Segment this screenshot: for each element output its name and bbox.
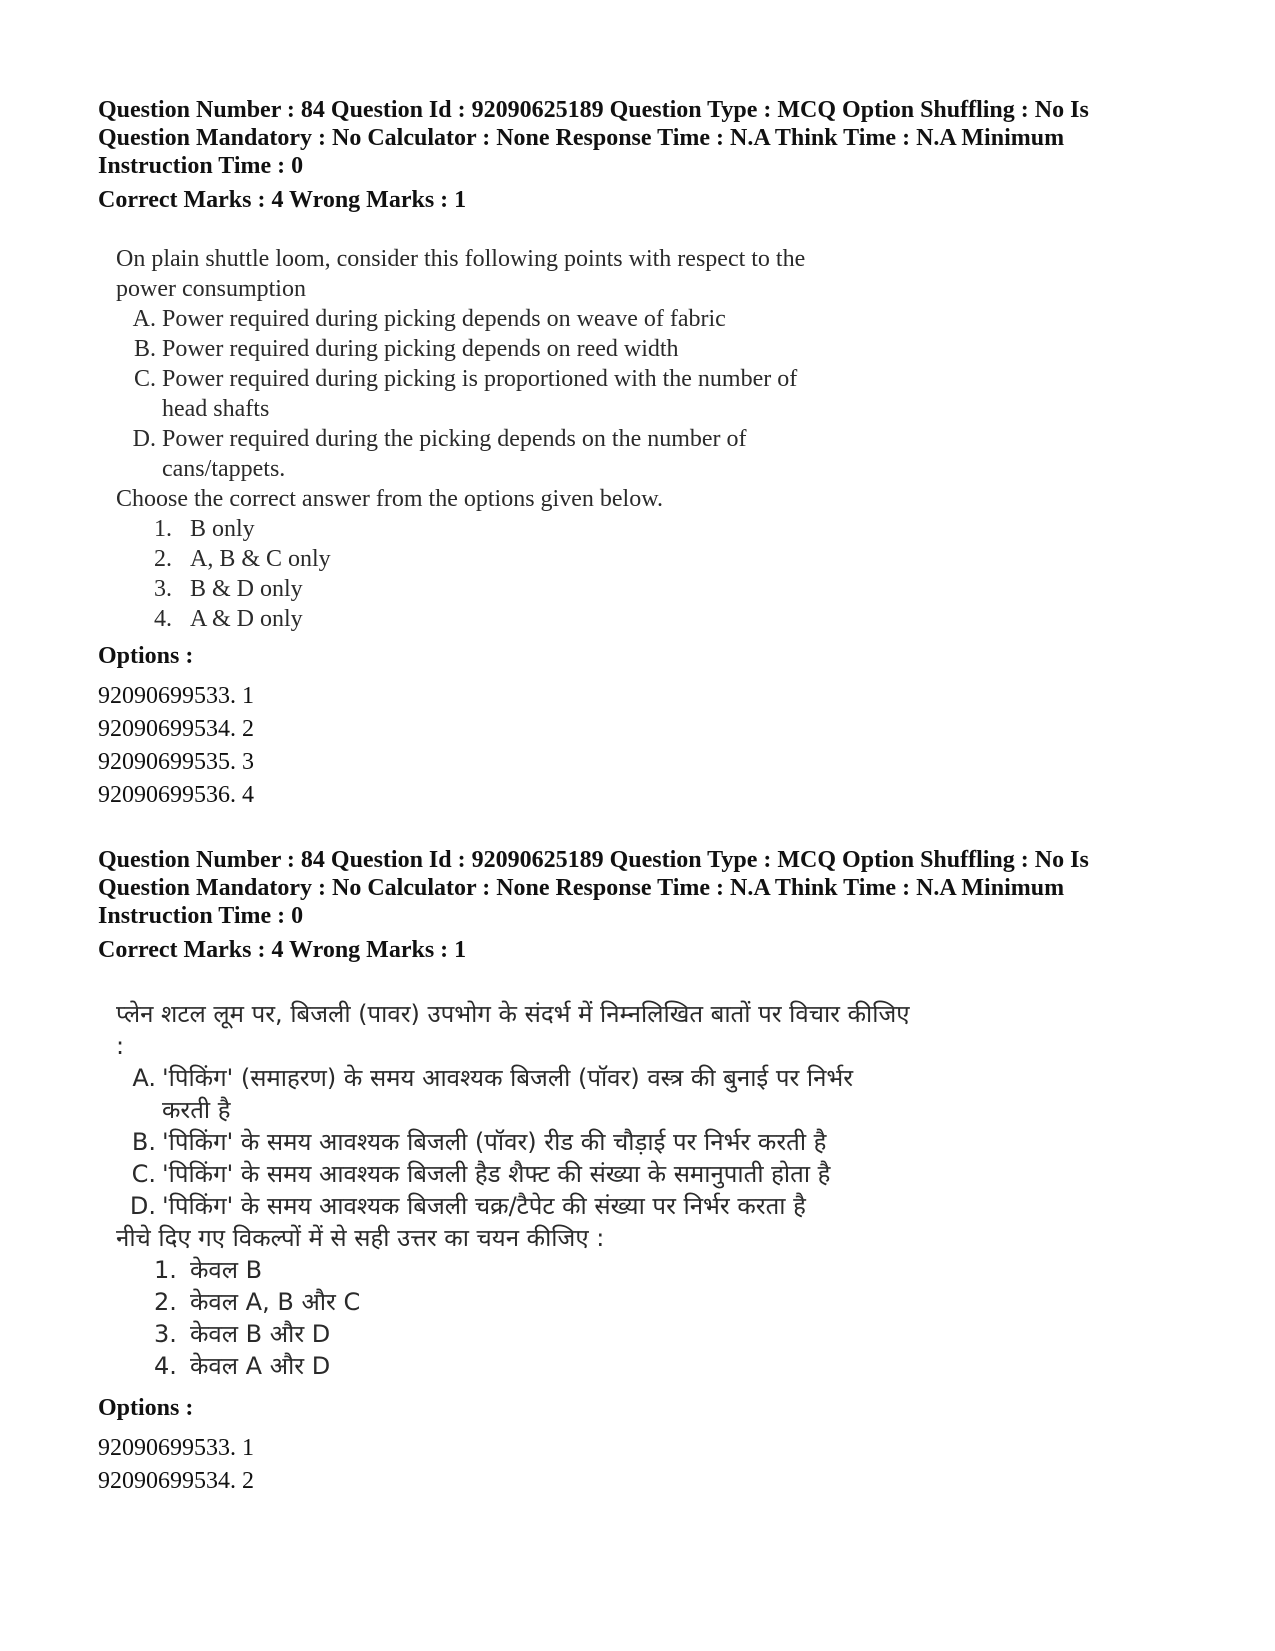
choice-item xyxy=(154,1318,1188,1350)
choice-number: 4. xyxy=(154,1352,177,1380)
choice-item xyxy=(154,604,1188,634)
option-item: 92090699536. 4 xyxy=(98,782,254,808)
statement-item xyxy=(116,334,1188,364)
choice-text: A & D only xyxy=(190,606,303,632)
statement-text: Power required during picking depends on weave of fabric xyxy=(162,306,726,332)
statement-item xyxy=(116,1190,1188,1222)
statement-text: 'पिकिंग' के समय आवश्यक बिजली हैड शैफ्ट की संख्या के समानुपाती होता है xyxy=(162,1160,831,1188)
option-item: 92090699535. 3 xyxy=(98,749,254,775)
choice-text: केवल A और D xyxy=(190,1352,331,1380)
option-item: 92090699533. 1 xyxy=(98,1435,254,1461)
option-item: 92090699534. 2 xyxy=(98,716,254,742)
option-list xyxy=(98,680,1188,812)
choice-number: 4. xyxy=(154,606,172,632)
statement-label: C. xyxy=(133,366,156,392)
choose-instruction: Choose the correct answer from the options given below. xyxy=(116,486,663,512)
question-stem: power consumption xyxy=(116,276,306,302)
choose-instruction: नीचे दिए गए विकल्पों में से सही उत्तर का चयन कीजिए : xyxy=(116,1224,605,1252)
question-body xyxy=(116,998,1188,1382)
choice-item xyxy=(154,1254,1188,1286)
choice-item xyxy=(154,544,1188,574)
choice-item xyxy=(154,1350,1188,1382)
question-block-english xyxy=(98,96,1188,634)
choice-item xyxy=(154,574,1188,604)
question-meta-line: Question Mandatory : No Calculator : None Response Time : N.A Think Time : N.A Minimum xyxy=(98,125,1065,151)
choice-text: B only xyxy=(190,516,255,542)
options-heading: Options : xyxy=(98,1395,194,1421)
statement-text: 'पिकिंग' के समय आवश्यक बिजली (पॉवर) रीड की चौड़ाई पर निर्भर करती है xyxy=(162,1128,827,1156)
question-stem: प्लेन शटल लूम पर, बिजली (पावर) उपभोग के संदर्भ में निम्नलिखित बातों पर विचार कीजिए xyxy=(116,1000,910,1028)
choice-number: 3. xyxy=(154,576,172,602)
marks-line: Correct Marks : 4 Wrong Marks : 1 xyxy=(98,937,467,963)
statement-label: B. xyxy=(133,336,156,362)
statement-text: Power required during picking is proportioned with the number of head shafts xyxy=(162,366,798,422)
statement-text: 'पिकिंग' (समाहरण) के समय आवश्यक बिजली (पॉवर) वस्त्र की बुनाई पर निर्भर करती है xyxy=(162,1064,854,1124)
question-stem: On plain shuttle loom, consider this following points with respect to the xyxy=(116,246,806,272)
choice-number: 2. xyxy=(154,1288,177,1316)
statement-label: D. xyxy=(132,426,156,452)
choice-text: B & D only xyxy=(190,576,303,602)
statement-list xyxy=(116,1062,1188,1222)
statement-text: 'पिकिंग' के समय आवश्यक बिजली चक्र/टैपेट की संख्या पर निर्भर करता है xyxy=(162,1192,806,1220)
question-meta-line: Question Number : 84 Question Id : 92090625189 Question Type : MCQ Option Shuffling : No Is xyxy=(98,97,1089,123)
choice-number: 2. xyxy=(154,546,172,572)
choice-number: 1. xyxy=(154,516,172,542)
option-item: 92090699533. 1 xyxy=(98,683,254,709)
choice-item xyxy=(154,514,1188,544)
statement-item xyxy=(116,364,1188,424)
choice-item xyxy=(154,1286,1188,1318)
statement-item xyxy=(116,424,1188,484)
statement-label: B. xyxy=(131,1128,156,1156)
statement-label: D. xyxy=(129,1192,156,1220)
question-stem: : xyxy=(116,1032,125,1060)
statement-label: A. xyxy=(132,306,156,332)
statement-label: C. xyxy=(131,1160,156,1188)
choice-number: 1. xyxy=(154,1256,177,1284)
question-meta-line: Instruction Time : 0 xyxy=(98,903,304,929)
statement-item xyxy=(116,1062,1188,1126)
marks-line: Correct Marks : 4 Wrong Marks : 1 xyxy=(98,187,467,213)
question-meta-line: Instruction Time : 0 xyxy=(98,153,304,179)
statement-item xyxy=(116,304,1188,334)
statement-item xyxy=(116,1126,1188,1158)
option-list xyxy=(98,1432,1188,1498)
choice-text: केवल A, B और C xyxy=(190,1288,361,1316)
option-item: 92090699534. 2 xyxy=(98,1468,254,1494)
statement-text: Power required during picking depends on reed width xyxy=(162,336,679,362)
question-body xyxy=(116,244,1188,634)
statement-list xyxy=(116,304,1188,484)
question-meta-line: Question Mandatory : No Calculator : None Response Time : N.A Think Time : N.A Minimum xyxy=(98,875,1065,901)
choice-list xyxy=(116,1254,1188,1382)
choice-text: केवल B xyxy=(190,1256,263,1284)
choice-list xyxy=(116,514,1188,634)
choice-text: केवल B और D xyxy=(190,1320,331,1348)
options-block-hindi xyxy=(98,1394,1188,1498)
choice-number: 3. xyxy=(154,1320,177,1348)
statement-label: A. xyxy=(132,1064,156,1092)
statement-item xyxy=(116,1158,1188,1190)
statement-text: Power required during the picking depends on the number of cans/tappets. xyxy=(162,426,747,482)
choice-text: A, B & C only xyxy=(190,546,331,572)
options-heading: Options : xyxy=(98,643,194,669)
options-block-english xyxy=(98,642,1188,812)
question-meta-line: Question Number : 84 Question Id : 92090625189 Question Type : MCQ Option Shuffling : No Is xyxy=(98,847,1089,873)
question-block-hindi xyxy=(98,846,1188,1382)
